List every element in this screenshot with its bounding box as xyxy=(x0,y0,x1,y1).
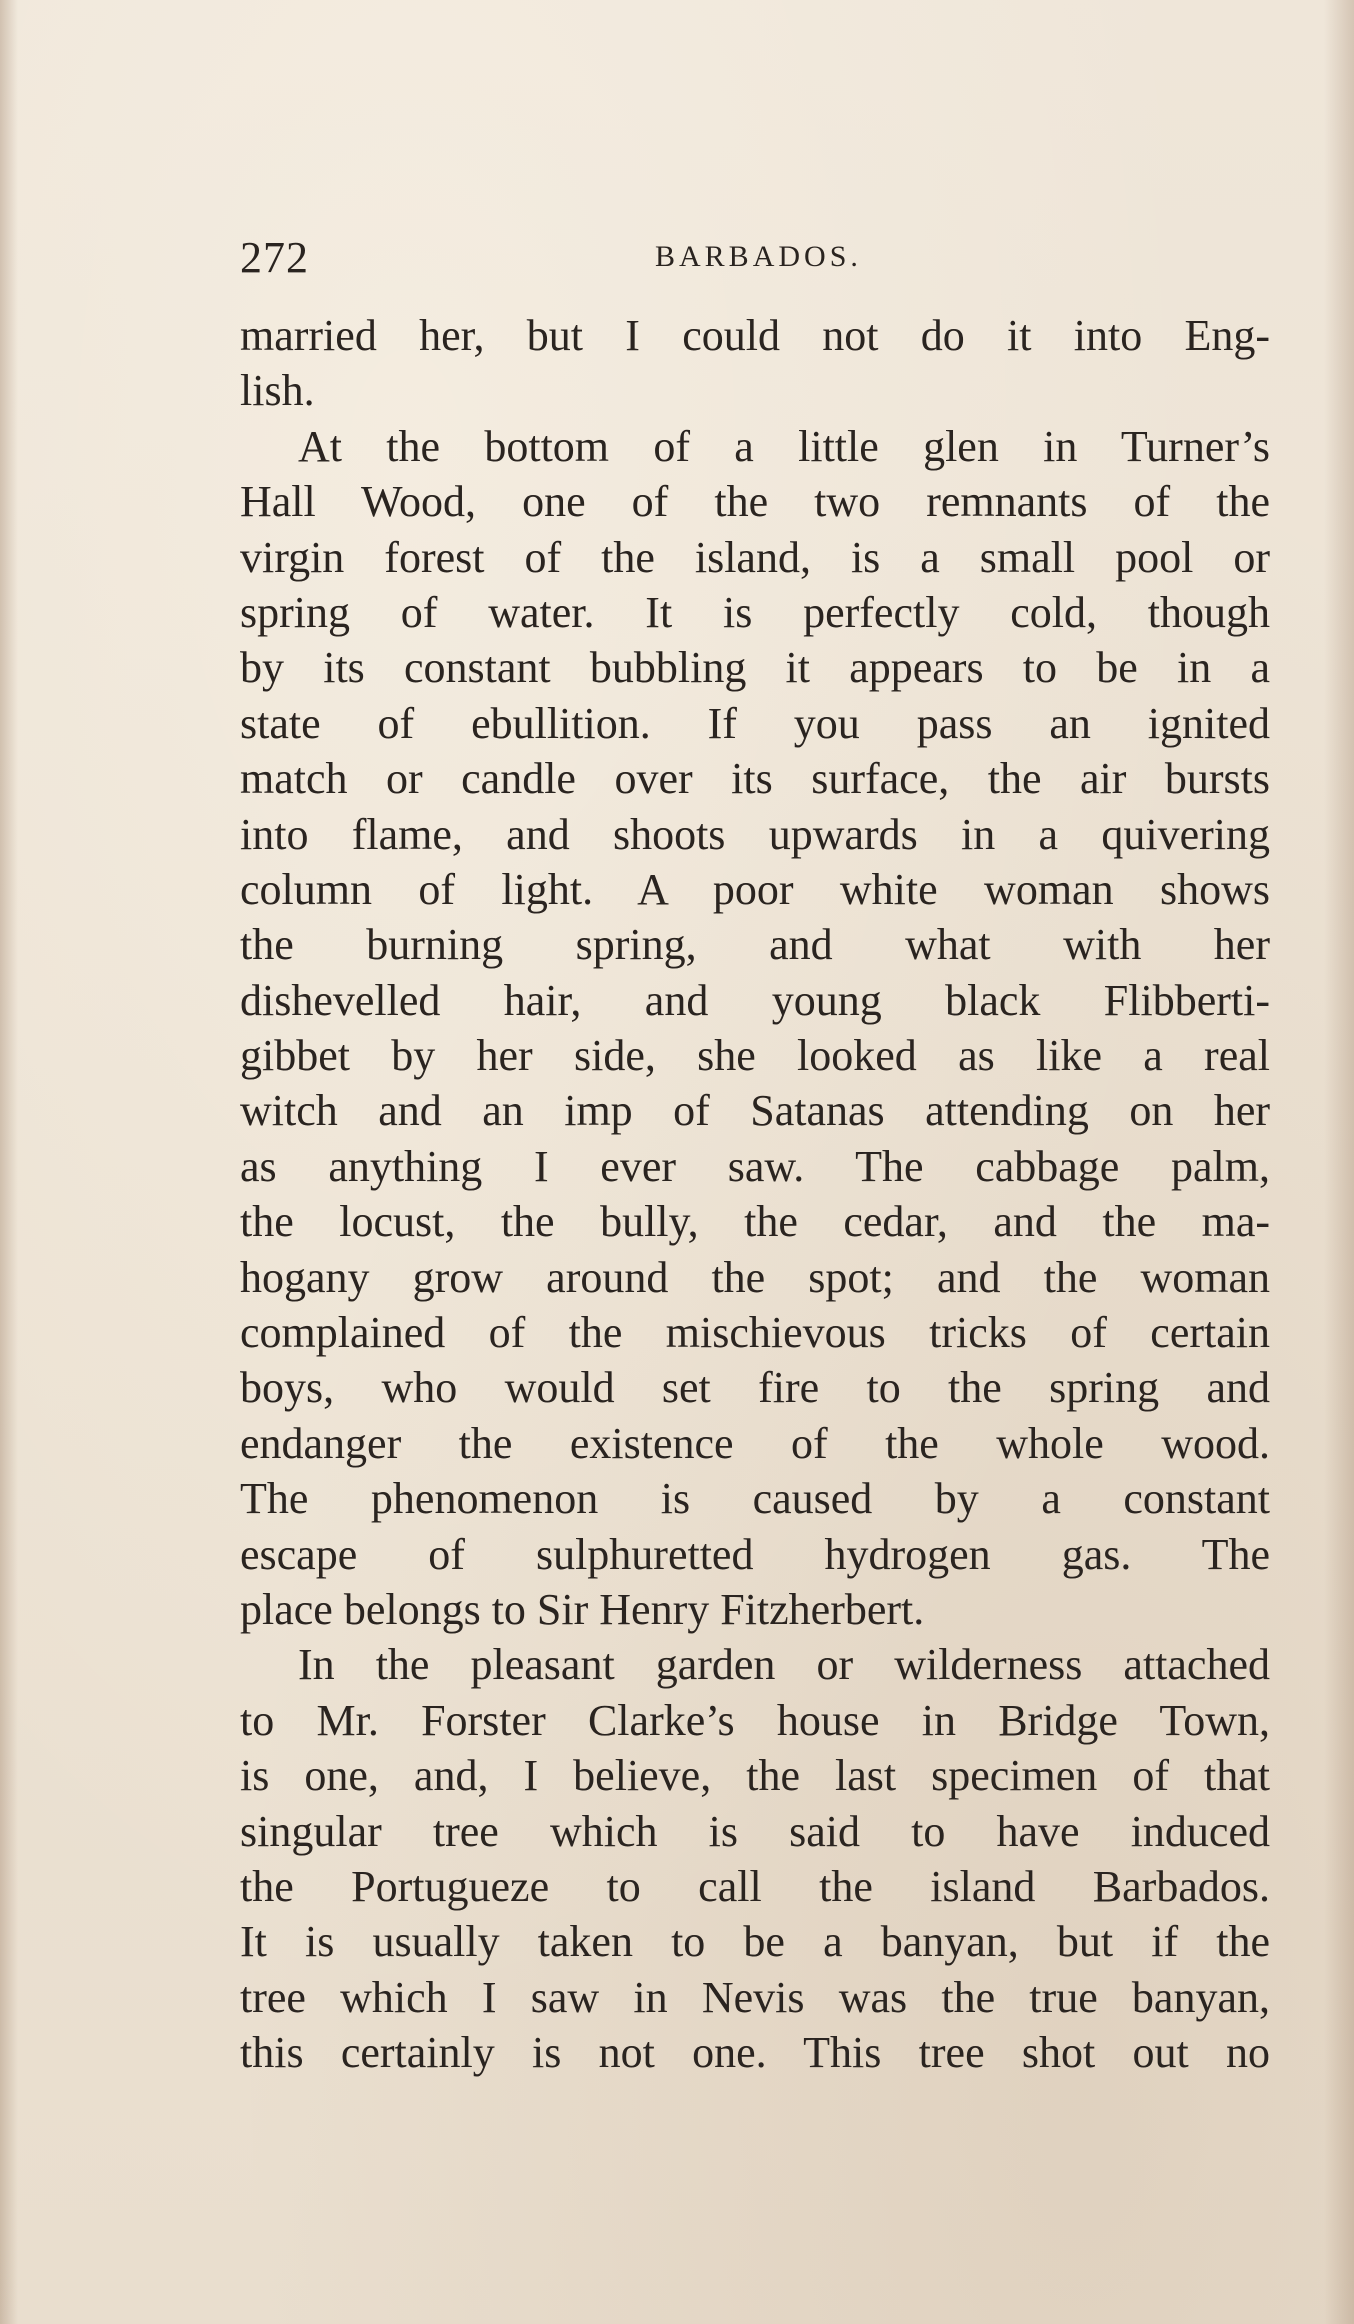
text-line: dishevelled hair, and young black Flibberti- xyxy=(240,975,1270,1025)
page-edge-shadow-left xyxy=(0,0,18,2324)
text-line: is one, and, I believe, the last specimen of that xyxy=(240,1751,1270,1801)
text-line: In the pleasant garden or wilderness attached xyxy=(298,1640,1270,1690)
text-line: the burning spring, and what with her xyxy=(240,920,1270,970)
page-edge-shadow-right xyxy=(1324,0,1354,2324)
page-header xyxy=(240,232,1270,292)
text-line: the locust, the bully, the cedar, and the ma- xyxy=(240,1197,1270,1247)
text-line: The phenomenon is caused by a constant xyxy=(240,1474,1270,1524)
text-line: singular tree which is said to have induced xyxy=(240,1806,1270,1856)
text-line: boys, who would set fire to the spring and xyxy=(240,1363,1270,1413)
text-line: endanger the existence of the whole wood. xyxy=(240,1418,1270,1468)
text-line: gibbet by her side, she looked as like a real xyxy=(240,1031,1270,1081)
text-line: escape of sulphuretted hydrogen gas. The xyxy=(240,1529,1270,1579)
text-line: match or candle over its surface, the air bursts xyxy=(240,754,1270,804)
text-line: into flame, and shoots upwards in a quivering xyxy=(240,809,1270,859)
body-text xyxy=(240,308,1270,2081)
text-line: lish. xyxy=(240,366,315,416)
text-line: this certainly is not one. This tree shot out no xyxy=(240,2028,1270,2078)
text-line: married her, but I could not do it into Eng- xyxy=(240,311,1270,360)
text-line: as anything I ever saw. The cabbage palm, xyxy=(240,1141,1270,1191)
running-head: BARBADOS. xyxy=(655,240,862,273)
text-line: column of light. A poor white woman shows xyxy=(240,864,1270,914)
text-line: spring of water. It is perfectly cold, though xyxy=(240,587,1270,637)
text-line: It is usually taken to be a banyan, but if the xyxy=(240,1917,1270,1967)
text-line: hogany grow around the spot; and the woman xyxy=(240,1252,1270,1302)
text-line: the Portugueze to call the island Barbados. xyxy=(240,1861,1270,1911)
text-line: complained of the mischievous tricks of certain xyxy=(240,1308,1270,1358)
text-line: virgin forest of the island, is a small pool or xyxy=(240,532,1270,582)
text-line: tree which I saw in Nevis was the true banyan, xyxy=(240,1972,1270,2022)
text-line: At the bottom of a little glen in Turner’s xyxy=(298,421,1270,471)
text-line: by its constant bubbling it appears to be in a xyxy=(240,643,1270,693)
text-line: place belongs to Sir Henry Fitzherbert. xyxy=(240,1584,925,1634)
text-line: state of ebullition. If you pass an ignited xyxy=(240,698,1270,748)
page-number: 272 xyxy=(240,233,309,282)
text-line: witch and an imp of Satanas attending on her xyxy=(240,1086,1270,1136)
text-line: to Mr. Forster Clarke’s house in Bridge Town, xyxy=(240,1695,1270,1745)
text-line: Hall Wood, one of the two remnants of the xyxy=(240,477,1270,527)
